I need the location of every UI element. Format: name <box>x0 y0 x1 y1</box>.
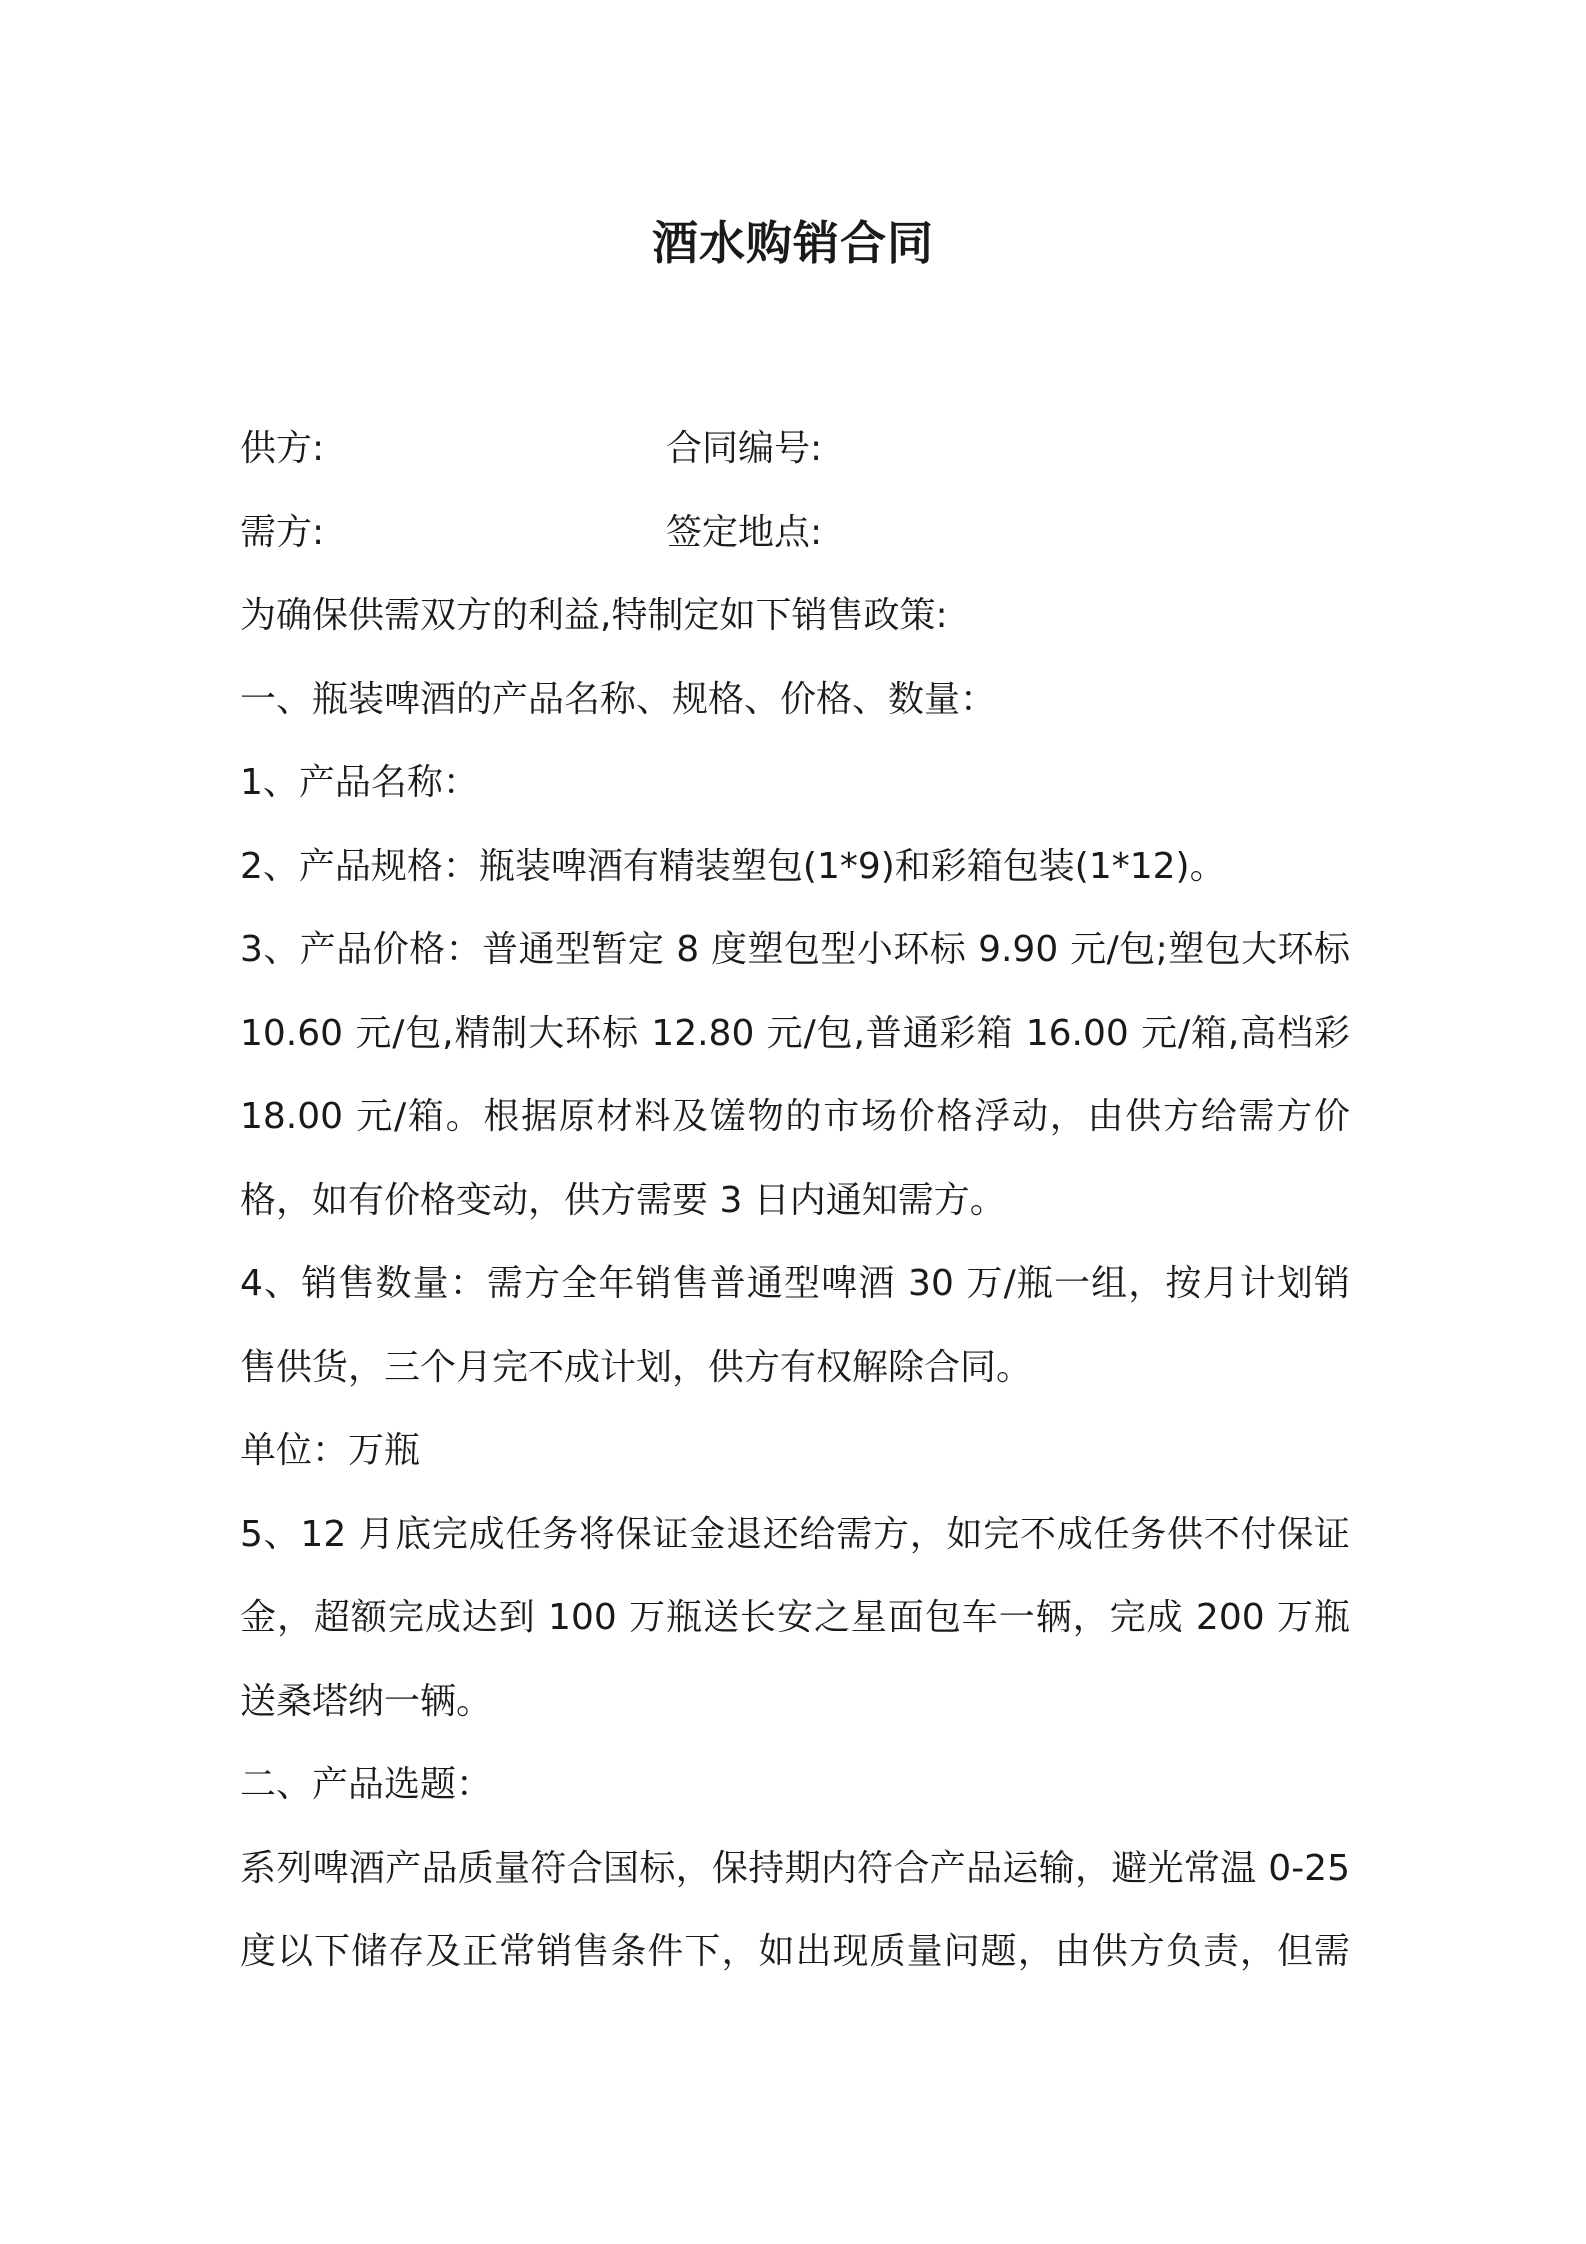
paragraph-line: 送桑塔纳一辆。 <box>240 1680 493 1722</box>
paragraph-line: 金，超额完成达到 100 万瓶送长安之星面包车一辆，完成 200 万瓶 <box>240 1597 1350 1638</box>
paragraph-line: 2、产品规格：瓶装啤酒有精装塑包(1*9)和彩箱包装(1*12)。 <box>240 845 1226 887</box>
paragraph-line: 3、产品价格：普通型暂定 8 度塑包型小环标 9.90 元/包;塑包大环标 <box>240 929 1350 970</box>
header-row-supplier <box>240 407 1350 491</box>
signing-place-label: 签定地点: <box>666 511 823 553</box>
document-title: 酒水购销合同 <box>652 216 934 270</box>
paragraph-line: 系列啤酒产品质量符合国标，保持期内符合产品运输，避光常温 0-25 <box>240 1847 1350 1889</box>
paragraph-line: 10.60 元/包,精制大环标 12.80 元/包,普通彩箱 16.00 元/箱,高档彩 <box>240 1012 1350 1054</box>
supplier-label: 供方: <box>240 428 325 469</box>
contract-number-label: 合同编号: <box>666 428 823 469</box>
paragraph-line: 5、12 月底完成任务将保证金退还给需方，如完不成任务供不付保证 <box>240 1513 1350 1555</box>
paragraph-line: 单位：万瓶 <box>240 1430 421 1471</box>
buyer-label: 需方: <box>240 511 325 553</box>
document-body <box>240 407 1350 1994</box>
header-row-buyer <box>240 491 1350 575</box>
paragraph-line: 度以下储存及正常销售条件下，如出现质量问题，由供方负责，但需 <box>240 1931 1350 1972</box>
paragraph-line: 18.00 元/箱。根据原材料及馐物的市场价格浮动，由供方给需方价 <box>240 1096 1350 1137</box>
paragraph-list <box>240 574 1350 1994</box>
paragraph-line: 1、产品名称： <box>240 762 479 803</box>
paragraph-line: 为确保供需双方的利益,特制定如下销售政策: <box>240 595 948 636</box>
paragraph-line: 一、瓶装啤酒的产品名称、规格、价格、数量： <box>240 678 997 720</box>
paragraph-line: 二、产品选题： <box>240 1764 493 1805</box>
paragraph-line: 4、销售数量：需方全年销售普通型啤酒 30 万/瓶一组，按月计划销 <box>240 1263 1350 1304</box>
paragraph-line: 售供货，三个月完不成计划，供方有权解除合同。 <box>240 1346 1033 1388</box>
paragraph-line: 格，如有价格变动，供方需要 3 日内通知需方。 <box>240 1179 1006 1221</box>
